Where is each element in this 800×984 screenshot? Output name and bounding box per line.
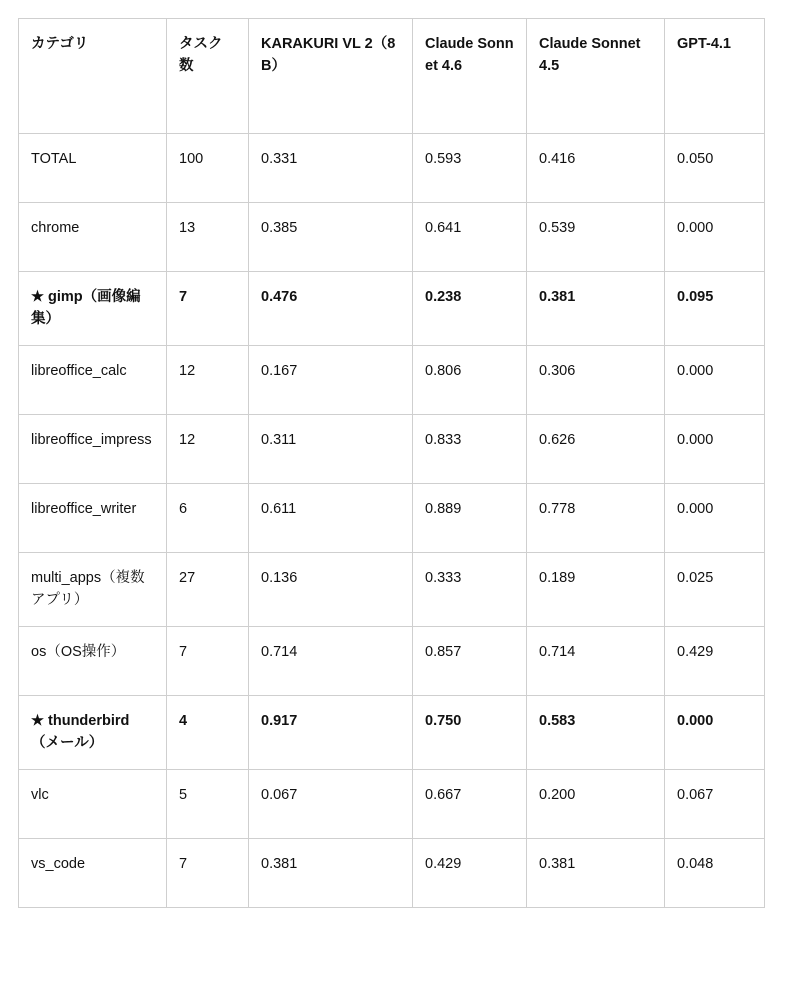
column-header-claude-sonnet-46: Claude Sonnet 4.6: [413, 19, 527, 134]
column-header-category: カテゴリ: [19, 19, 167, 134]
cell-category: multi_apps（複数アプリ）: [19, 552, 167, 626]
cell-claude-sonnet-46: 0.667: [413, 769, 527, 838]
table-row: [19, 695, 765, 769]
cell-claude-sonnet-46: 0.238: [413, 272, 527, 346]
cell-claude-sonnet-45: 0.539: [527, 203, 665, 272]
cell-claude-sonnet-45: 0.583: [527, 695, 665, 769]
cell-gpt-41: 0.000: [665, 695, 765, 769]
cell-karakuri-vl2: 0.917: [249, 695, 413, 769]
table-row: [19, 552, 765, 626]
cell-claude-sonnet-45: 0.381: [527, 838, 665, 907]
cell-karakuri-vl2: 0.067: [249, 769, 413, 838]
cell-category: os（OS操作）: [19, 626, 167, 695]
cell-claude-sonnet-45: 0.200: [527, 769, 665, 838]
cell-task-count: 7: [167, 626, 249, 695]
cell-task-count: 12: [167, 345, 249, 414]
cell-gpt-41: 0.000: [665, 483, 765, 552]
table-row: [19, 626, 765, 695]
cell-task-count: 6: [167, 483, 249, 552]
cell-claude-sonnet-46: 0.429: [413, 838, 527, 907]
cell-karakuri-vl2: 0.385: [249, 203, 413, 272]
table-row: [19, 838, 765, 907]
column-header-karakuri-vl2: KARAKURI VL 2（8B）: [249, 19, 413, 134]
cell-gpt-41: 0.048: [665, 838, 765, 907]
cell-category: ★ gimp（画像編集）: [19, 272, 167, 346]
table-header-row: [19, 19, 765, 134]
table-row: [19, 345, 765, 414]
cell-gpt-41: 0.067: [665, 769, 765, 838]
cell-claude-sonnet-46: 0.806: [413, 345, 527, 414]
column-header-gpt-41: GPT-4.1: [665, 19, 765, 134]
benchmark-results-table: [18, 18, 765, 908]
cell-claude-sonnet-45: 0.416: [527, 134, 665, 203]
cell-karakuri-vl2: 0.476: [249, 272, 413, 346]
cell-claude-sonnet-45: 0.714: [527, 626, 665, 695]
cell-gpt-41: 0.429: [665, 626, 765, 695]
table-header: [19, 19, 765, 134]
cell-category: libreoffice_writer: [19, 483, 167, 552]
cell-claude-sonnet-46: 0.857: [413, 626, 527, 695]
cell-task-count: 100: [167, 134, 249, 203]
cell-task-count: 4: [167, 695, 249, 769]
cell-category: chrome: [19, 203, 167, 272]
cell-karakuri-vl2: 0.611: [249, 483, 413, 552]
cell-task-count: 13: [167, 203, 249, 272]
cell-claude-sonnet-46: 0.641: [413, 203, 527, 272]
table-row: [19, 483, 765, 552]
cell-task-count: 5: [167, 769, 249, 838]
cell-karakuri-vl2: 0.311: [249, 414, 413, 483]
cell-task-count: 12: [167, 414, 249, 483]
cell-claude-sonnet-45: 0.381: [527, 272, 665, 346]
cell-task-count: 7: [167, 838, 249, 907]
table-row: [19, 769, 765, 838]
cell-karakuri-vl2: 0.136: [249, 552, 413, 626]
cell-karakuri-vl2: 0.381: [249, 838, 413, 907]
cell-task-count: 7: [167, 272, 249, 346]
cell-claude-sonnet-46: 0.333: [413, 552, 527, 626]
table-row: [19, 414, 765, 483]
table-body: [19, 134, 765, 908]
cell-gpt-41: 0.000: [665, 203, 765, 272]
cell-gpt-41: 0.025: [665, 552, 765, 626]
table-row: [19, 272, 765, 346]
cell-gpt-41: 0.000: [665, 414, 765, 483]
cell-task-count: 27: [167, 552, 249, 626]
cell-karakuri-vl2: 0.167: [249, 345, 413, 414]
column-header-claude-sonnet-45: Claude Sonnet 4.5: [527, 19, 665, 134]
cell-claude-sonnet-46: 0.889: [413, 483, 527, 552]
cell-category: vlc: [19, 769, 167, 838]
cell-category: libreoffice_calc: [19, 345, 167, 414]
cell-gpt-41: 0.050: [665, 134, 765, 203]
cell-claude-sonnet-45: 0.306: [527, 345, 665, 414]
column-header-task-count: タスク数: [167, 19, 249, 134]
cell-gpt-41: 0.000: [665, 345, 765, 414]
cell-gpt-41: 0.095: [665, 272, 765, 346]
cell-claude-sonnet-46: 0.750: [413, 695, 527, 769]
table-row: [19, 134, 765, 203]
cell-category: ★ thunderbird（メール）: [19, 695, 167, 769]
cell-claude-sonnet-45: 0.626: [527, 414, 665, 483]
cell-category: vs_code: [19, 838, 167, 907]
cell-claude-sonnet-45: 0.778: [527, 483, 665, 552]
cell-claude-sonnet-45: 0.189: [527, 552, 665, 626]
table-row: [19, 203, 765, 272]
cell-claude-sonnet-46: 0.833: [413, 414, 527, 483]
cell-category: TOTAL: [19, 134, 167, 203]
cell-karakuri-vl2: 0.714: [249, 626, 413, 695]
cell-claude-sonnet-46: 0.593: [413, 134, 527, 203]
cell-category: libreoffice_impress: [19, 414, 167, 483]
cell-karakuri-vl2: 0.331: [249, 134, 413, 203]
